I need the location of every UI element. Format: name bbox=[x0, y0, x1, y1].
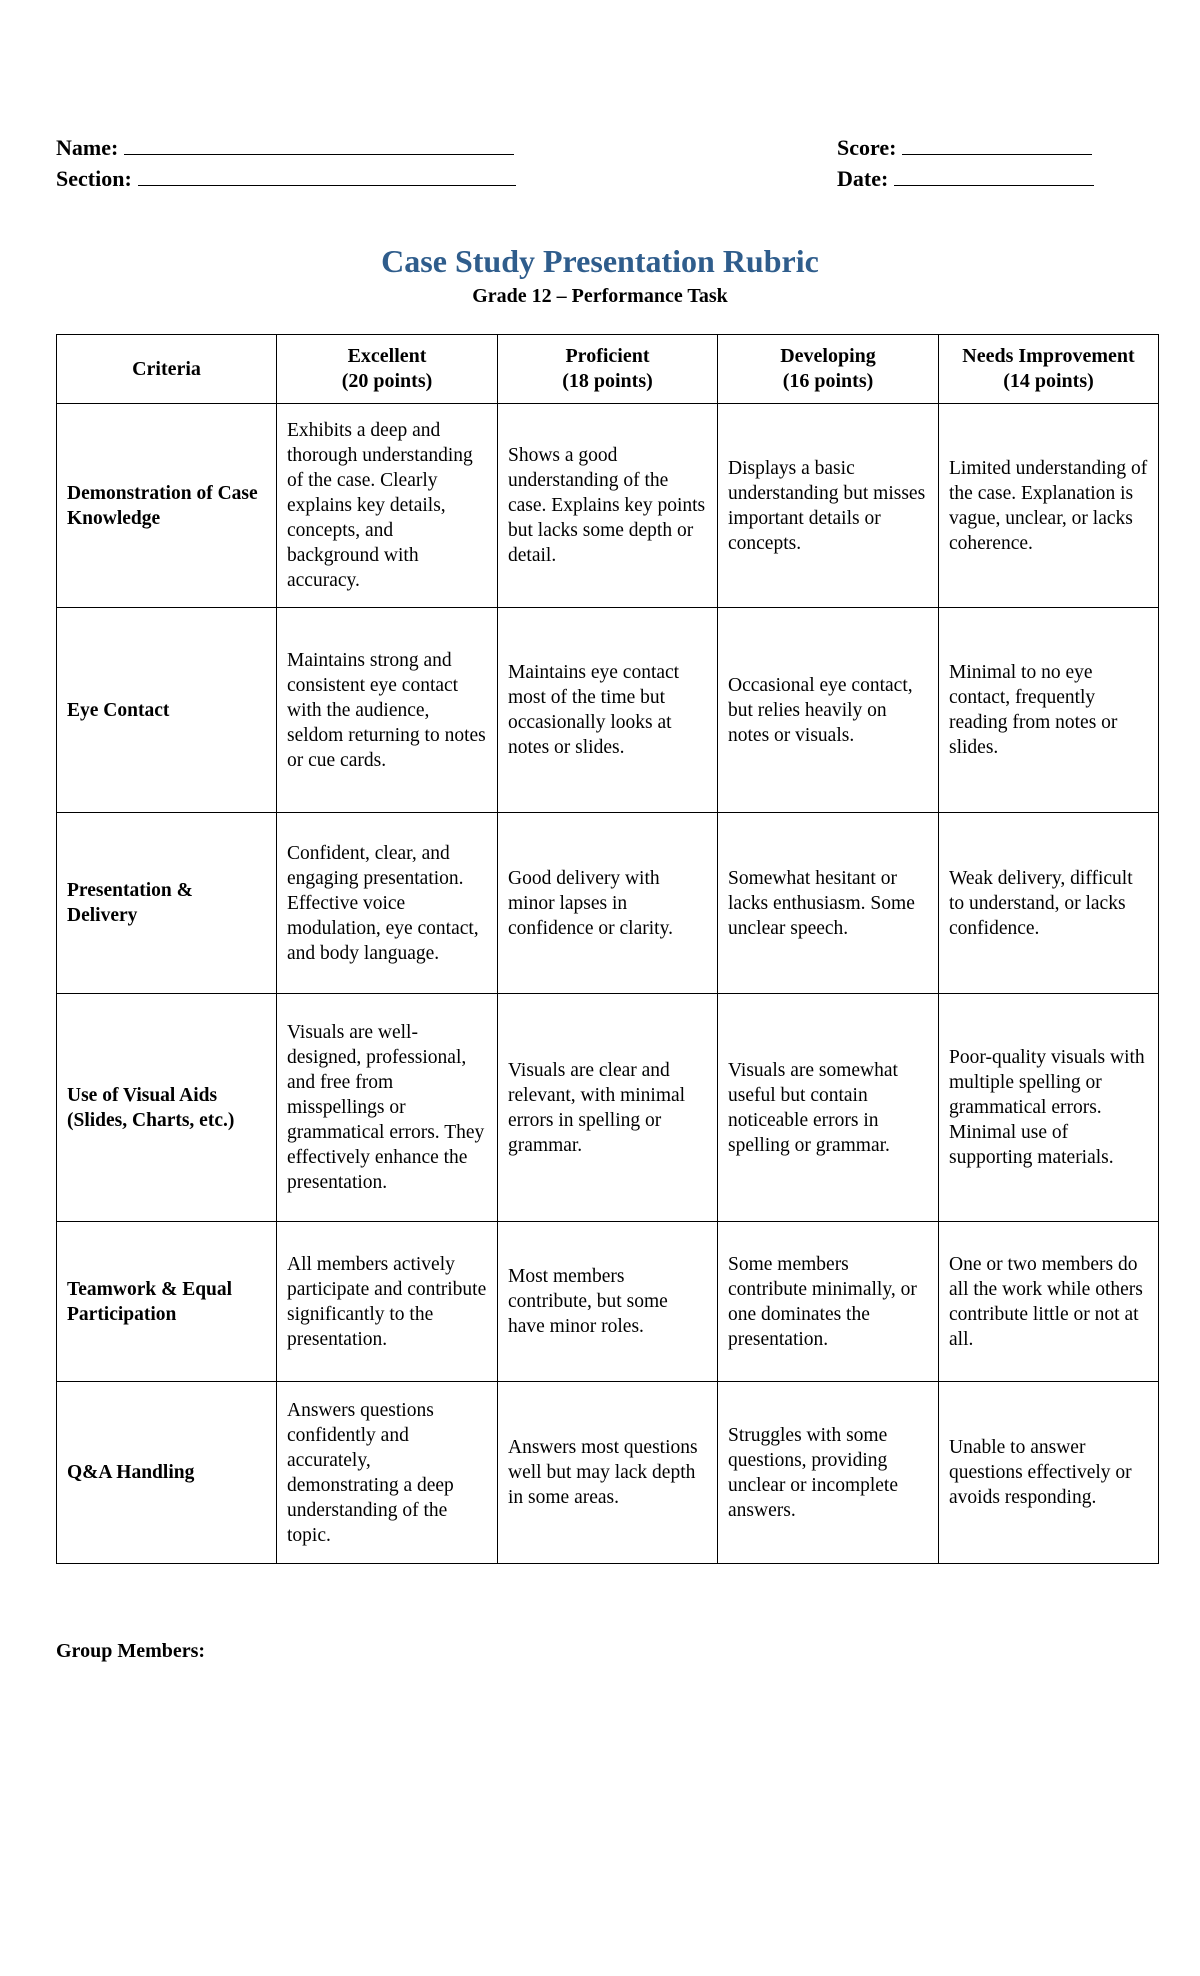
section-label: Section: bbox=[56, 166, 132, 191]
excellent-cell: All members actively participate and contribute significantly to the presentation. bbox=[277, 1222, 498, 1382]
column-name: Excellent bbox=[347, 345, 427, 367]
developing-cell: Visuals are somewhat useful but contain noticeable errors in spelling or grammar. bbox=[718, 994, 939, 1222]
excellent-cell: Confident, clear, and engaging presentation. Effective voice modulation, eye contact, and body language. bbox=[277, 813, 498, 994]
developing-cell: Somewhat hesitant or lacks enthusiasm. Some unclear speech. bbox=[718, 813, 939, 994]
needs-improvement-cell: Limited understanding of the case. Explanation is vague, unclear, or lacks coherence. bbox=[939, 404, 1159, 608]
criteria-cell: Use of Visual Aids (Slides, Charts, etc.) bbox=[57, 994, 277, 1222]
score-label: Score: bbox=[837, 135, 897, 160]
proficient-cell: Answers most questions well but may lack depth in some areas. bbox=[498, 1382, 718, 1564]
needs-improvement-cell: Poor-quality visuals with multiple spelling or grammatical errors. Minimal use of supporting materials. bbox=[939, 994, 1159, 1222]
date-field bbox=[837, 165, 1094, 192]
column-points: (18 points) bbox=[562, 370, 653, 392]
group-members-label: Group Members: bbox=[56, 1640, 206, 1662]
proficient-cell: Maintains eye contact most of the time but occasionally looks at notes or slides. bbox=[498, 608, 718, 813]
name-field bbox=[56, 134, 514, 161]
column-name: Criteria bbox=[132, 357, 201, 380]
criteria-cell: Eye Contact bbox=[57, 608, 277, 813]
needs-improvement-cell: One or two members do all the work while others contribute little or not at all. bbox=[939, 1222, 1159, 1382]
column-header-needs-improvement bbox=[939, 335, 1159, 404]
column-points: (14 points) bbox=[1003, 370, 1094, 392]
developing-cell: Displays a basic understanding but misses important details or concepts. bbox=[718, 404, 939, 608]
column-points: (20 points) bbox=[341, 370, 433, 392]
needs-improvement-cell: Minimal to no eye contact, frequently reading from notes or slides. bbox=[939, 608, 1159, 813]
needs-improvement-cell: Unable to answer questions effectively or avoids responding. bbox=[939, 1382, 1159, 1564]
column-points: (16 points) bbox=[782, 370, 874, 392]
proficient-cell: Visuals are clear and relevant, with minimal errors in spelling or grammar. bbox=[498, 994, 718, 1222]
date-blank[interactable] bbox=[894, 165, 1094, 186]
column-name: Developing bbox=[780, 345, 876, 367]
score-blank[interactable] bbox=[902, 134, 1092, 155]
developing-cell: Occasional eye contact, but relies heavily on notes or visuals. bbox=[718, 608, 939, 813]
criteria-cell: Teamwork & Equal Participation bbox=[57, 1222, 277, 1382]
rubric-table bbox=[56, 334, 1159, 1564]
name-blank[interactable] bbox=[124, 134, 514, 155]
table-row bbox=[57, 404, 1159, 608]
table-row bbox=[57, 994, 1159, 1222]
criteria-cell: Demonstration of Case Knowledge bbox=[57, 404, 277, 608]
table-row bbox=[57, 1222, 1159, 1382]
column-header-excellent bbox=[277, 335, 498, 404]
column-header-developing bbox=[718, 335, 939, 404]
table-row bbox=[57, 608, 1159, 813]
column-name: Needs Improvement bbox=[962, 345, 1135, 367]
excellent-cell: Answers questions confidently and accurately, demonstrating a deep understanding of the topic. bbox=[277, 1382, 498, 1564]
criteria-cell: Presentation & Delivery bbox=[57, 813, 277, 994]
proficient-cell: Good delivery with minor lapses in confidence or clarity. bbox=[498, 813, 718, 994]
score-field bbox=[837, 134, 1092, 161]
excellent-cell: Exhibits a deep and thorough understanding of the case. Clearly explains key details, concepts, and background with accuracy. bbox=[277, 404, 498, 608]
proficient-cell: Shows a good understanding of the case. Explains key points but lacks some depth or detail. bbox=[498, 404, 718, 608]
column-header-proficient bbox=[498, 335, 718, 404]
excellent-cell: Maintains strong and consistent eye contact with the audience, seldom returning to notes or cue cards. bbox=[277, 608, 498, 813]
date-label: Date: bbox=[837, 166, 889, 191]
proficient-cell: Most members contribute, but some have minor roles. bbox=[498, 1222, 718, 1382]
name-label: Name: bbox=[56, 135, 119, 160]
page-title: Case Study Presentation Rubric bbox=[381, 243, 819, 279]
table-row bbox=[57, 813, 1159, 994]
section-blank[interactable] bbox=[138, 165, 516, 186]
column-header-criteria bbox=[57, 335, 277, 404]
section-field bbox=[56, 165, 516, 192]
table-header-row bbox=[57, 335, 1159, 404]
page-subtitle: Grade 12 – Performance Task bbox=[472, 285, 728, 307]
excellent-cell: Visuals are well-designed, professional, and free from misspellings or grammatical errors. They effectively enhance the presentation. bbox=[277, 994, 498, 1222]
table-row bbox=[57, 1382, 1159, 1564]
developing-cell: Some members contribute minimally, or one dominates the presentation. bbox=[718, 1222, 939, 1382]
developing-cell: Struggles with some questions, providing unclear or incomplete answers. bbox=[718, 1382, 939, 1564]
criteria-cell: Q&A Handling bbox=[57, 1382, 277, 1564]
column-name: Proficient bbox=[565, 345, 650, 367]
needs-improvement-cell: Weak delivery, difficult to understand, or lacks confidence. bbox=[939, 813, 1159, 994]
